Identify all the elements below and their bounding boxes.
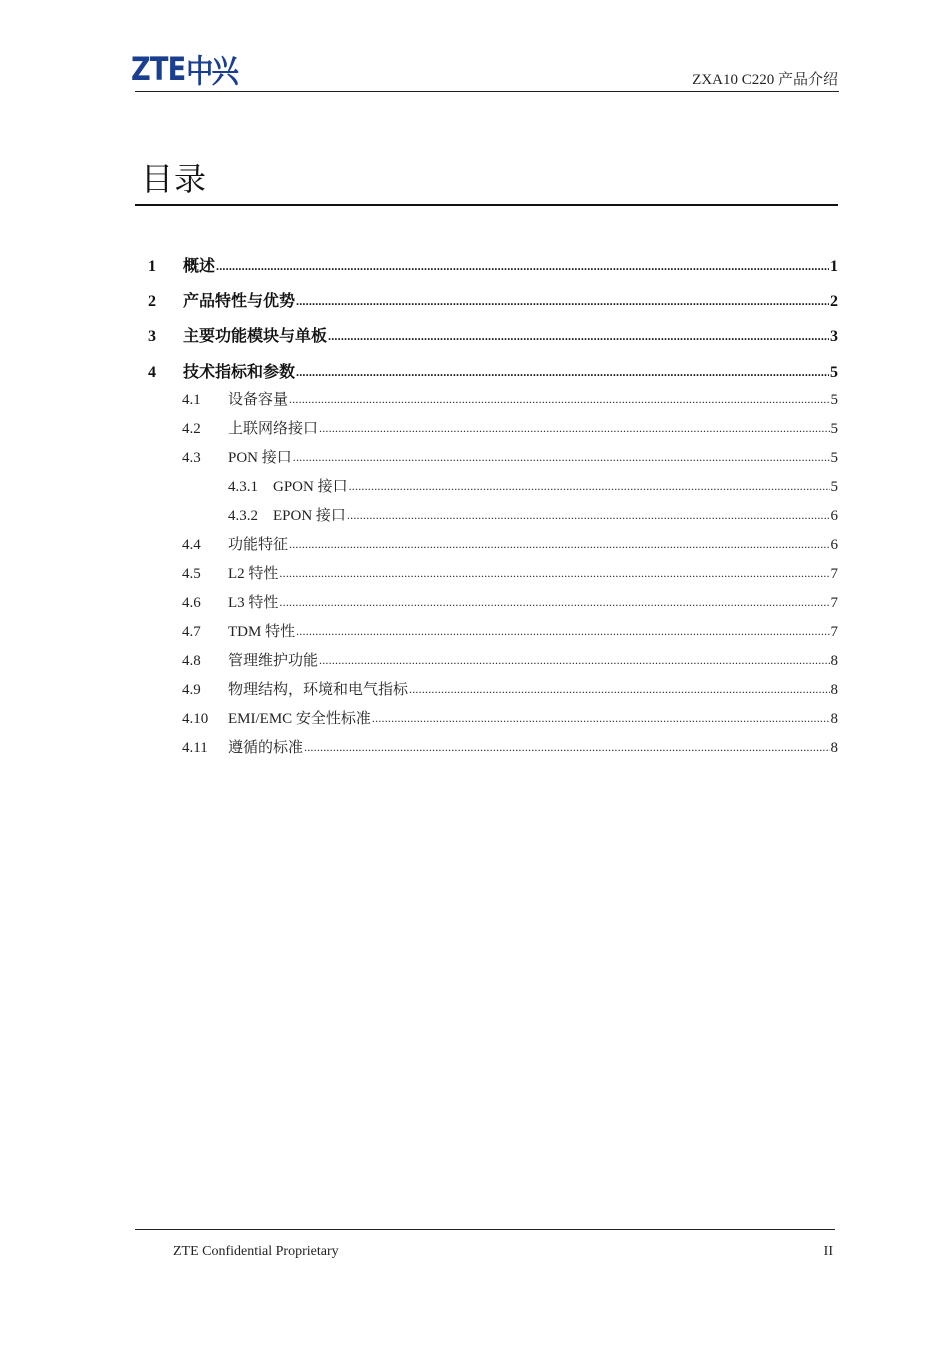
toc-title: 功能特征 — [228, 535, 289, 553]
toc-leader — [289, 389, 829, 404]
toc-title: EMI/EMC 安全性标准 — [228, 711, 371, 727]
toc-number: 4.7 — [182, 624, 201, 640]
toc-title: 管理维护功能 — [228, 651, 319, 669]
toc-number: 4.3.1 — [228, 479, 258, 495]
toc-entry[interactable] — [148, 359, 838, 381]
toc-page: 7 — [830, 624, 838, 640]
toc-title: PON 接口 — [228, 450, 292, 466]
toc-entry[interactable] — [182, 388, 838, 410]
toc-number: 2 — [148, 293, 156, 310]
toc-page: 6 — [830, 537, 838, 553]
toc-leader — [328, 325, 829, 341]
title-divider — [135, 204, 838, 206]
toc-title: L2 特性 — [228, 566, 279, 582]
toc-title: 概述 — [183, 256, 216, 275]
toc-number: 4.9 — [182, 682, 201, 698]
toc-leader — [372, 708, 830, 723]
toc-leader — [349, 476, 830, 491]
toc-page: 5 — [830, 479, 838, 495]
toc-entry[interactable] — [182, 533, 838, 555]
toc-entry[interactable] — [182, 678, 838, 700]
toc-number: 3 — [148, 328, 156, 345]
toc-number: 4.10 — [182, 711, 209, 727]
toc-title: 主要功能模块与单板 — [183, 326, 328, 345]
toc-entry[interactable] — [182, 417, 838, 439]
zte-logo — [131, 50, 238, 90]
logo-chinese: 中兴 — [186, 52, 238, 90]
toc-page: 7 — [830, 595, 838, 611]
toc-title: GPON 接口 — [273, 479, 348, 495]
toc-entry[interactable] — [148, 323, 838, 345]
toc-leader — [296, 621, 829, 636]
toc-title: 物理结构，环境和电气指标 — [228, 680, 409, 698]
header-divider — [135, 91, 839, 92]
toc-number: 4.3.2 — [228, 508, 258, 524]
toc-number: 4.3 — [182, 450, 201, 466]
toc-page: 2 — [830, 293, 838, 310]
toc-number: 4 — [148, 364, 156, 381]
toc-title: 设备容量 — [228, 390, 289, 408]
toc-number: 4.11 — [182, 740, 208, 756]
toc-entry[interactable] — [182, 620, 838, 642]
toc-leader — [293, 447, 830, 462]
toc-entry[interactable] — [148, 253, 838, 275]
toc-entry[interactable] — [182, 591, 838, 613]
toc-title: TDM 特性 — [228, 624, 296, 640]
footer-confidential-label: ZTE Confidential Proprietary — [173, 1244, 339, 1259]
toc-page: 8 — [830, 682, 838, 698]
toc-number: 4.4 — [182, 537, 201, 553]
toc-number: 4.5 — [182, 566, 201, 582]
toc-leader — [304, 737, 829, 752]
toc-entry[interactable] — [182, 649, 838, 671]
toc-entry[interactable] — [182, 562, 838, 584]
toc-entry[interactable] — [228, 504, 838, 526]
toc-leader — [296, 290, 829, 306]
toc-title: L3 特性 — [228, 595, 279, 611]
toc-leader — [289, 534, 829, 549]
footer-divider — [135, 1229, 835, 1230]
toc-leader — [296, 361, 829, 377]
page-title: 目录 — [141, 160, 208, 198]
toc-page: 6 — [830, 508, 838, 524]
toc-entry[interactable] — [148, 288, 838, 310]
toc-number: 1 — [148, 258, 156, 275]
toc-page: 1 — [830, 258, 838, 275]
toc-page: 8 — [830, 711, 838, 727]
toc-leader — [347, 505, 830, 520]
toc-title: 技术指标和参数 — [183, 362, 296, 381]
toc-number: 4.2 — [182, 421, 201, 437]
toc-page: 5 — [830, 364, 838, 381]
toc-title: 上联网络接口 — [228, 419, 319, 437]
toc-page: 8 — [830, 653, 838, 669]
toc-number: 4.8 — [182, 653, 201, 669]
toc-leader — [279, 592, 829, 607]
toc-entry[interactable] — [182, 736, 838, 758]
logo-latin: ZTE — [131, 50, 186, 88]
toc-page: 5 — [830, 392, 838, 408]
toc-page: 5 — [830, 421, 838, 437]
toc-page: 8 — [830, 740, 838, 756]
toc-entry[interactable] — [182, 446, 838, 468]
toc-number: 4.1 — [182, 392, 201, 408]
document-title: ZXA10 C220 产品介绍 — [692, 72, 838, 88]
toc-page: 3 — [830, 328, 838, 345]
toc-entry[interactable] — [228, 475, 838, 497]
toc-leader — [409, 679, 829, 694]
toc-page: 7 — [830, 566, 838, 582]
toc-leader — [279, 563, 829, 578]
toc-title: 遵循的标准 — [228, 738, 304, 756]
toc-title: EPON 接口 — [273, 508, 346, 524]
toc-title: 产品特性与优势 — [183, 291, 296, 310]
footer-page-number: II — [823, 1244, 833, 1259]
toc-leader — [319, 650, 829, 665]
toc-page: 5 — [830, 450, 838, 466]
toc-leader — [319, 418, 829, 433]
toc-entry[interactable] — [182, 707, 838, 729]
toc-number: 4.6 — [182, 595, 201, 611]
toc-leader — [216, 255, 829, 271]
